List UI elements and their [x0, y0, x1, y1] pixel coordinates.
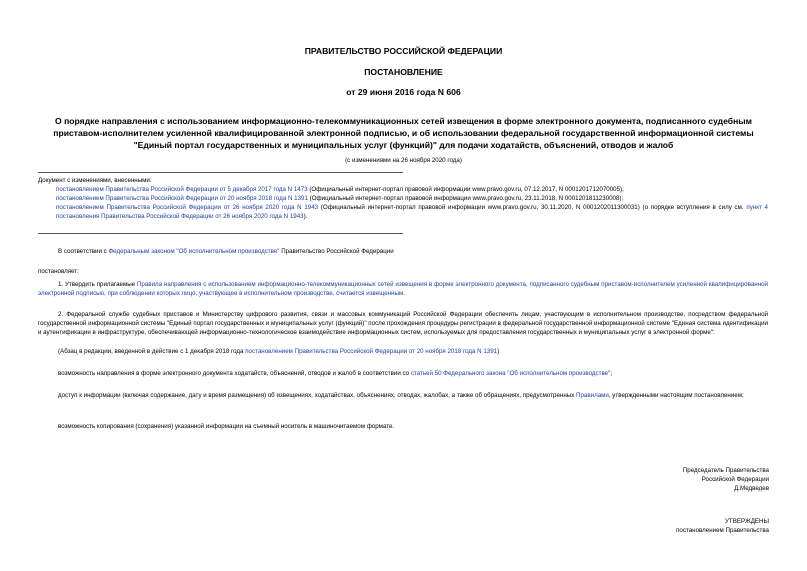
change-link-1943[interactable]: постановлением Правительства Российской Федерации от 26 ноября 2020 года N 1943: [56, 204, 319, 211]
rules-link[interactable]: Правила направления с использованием информационно-телекоммуникационных сетей извещения в форме электронного документа, подписанного судебным приставом-исполнителем усиленной квалифицированной электронной подписью, при соблюдении которых лицо, участвующее в исполнительном производстве, считается извещенным: [38, 281, 769, 297]
signature-country: Российской Федерации: [701, 476, 769, 483]
basis-prefix: В соответствии с: [58, 248, 109, 255]
doc-type: ПОСТАНОВЛЕНИЕ: [364, 67, 443, 77]
changes-block: [38, 176, 768, 221]
change-rest: (Официальный интернет-портал правовой информации www.pravo.gov.ru, 07.12.2017, N 0001201712070005);: [307, 186, 624, 193]
signature-position: Председатель Правительства: [682, 467, 769, 474]
sub-b: [38, 391, 768, 400]
note-prefix: (Абзац в редакции, введенной в действие с 1 декабря 2018 года: [58, 348, 246, 355]
article-50-link[interactable]: статьей 50 Федерального закона "Об исполнительном производстве": [410, 370, 611, 377]
changes-top-rule: [38, 172, 403, 173]
note-link-1391[interactable]: постановлением Правительства Российской Федерации от 20 ноября 2018 года N 1391: [245, 348, 498, 355]
approved-heading: УТВЕРЖДЕНЫ: [725, 518, 769, 525]
approved-block: [500, 517, 769, 535]
changes-bottom-rule: [38, 233, 403, 234]
doc-date: от 29 июня 2016 года N 606: [346, 87, 461, 97]
change-link-1473[interactable]: постановлением Правительства Российской Федерации от 5 декабря 2017 года N 1473: [56, 186, 308, 193]
change-item: [38, 185, 768, 194]
point1-suffix: .: [403, 290, 405, 297]
sub-a: [38, 369, 768, 378]
change-rest: (Официальный интернет-портал правовой информации www.pravo.gov.ru, 30.11.2020, N 0001202011300031) (о порядке вступления в силу см.: [318, 204, 747, 211]
changes-intro: Документ с изменениями, внесенными:: [38, 177, 152, 184]
sub-c: возможность копирования (сохранения) указанной информации на съемный носитель в машиночитаемом формате.: [58, 423, 395, 430]
signature-name: Д.Медведев: [734, 485, 769, 492]
change-rest-2: ).: [303, 213, 308, 220]
federal-law-link[interactable]: Федеральным законом "Об исполнительном производстве": [108, 248, 280, 255]
revision-note: (с изменениями на 26 ноября 2020 года): [345, 157, 462, 164]
sub-b-suffix: , утвержденными настоящим постановлением;: [608, 392, 744, 399]
basis-paragraph: [38, 247, 768, 256]
signature-block: [500, 466, 769, 493]
point-2-note: [38, 347, 768, 356]
change-link-1943-point4[interactable]: пункт 4 постановления Правительства Российской Федерации от 26 ноября 2020 года N 1943: [56, 204, 768, 220]
decree-word: постановляет:: [38, 268, 79, 275]
point-2: 2. Федеральной службе судебных приставов и Министерству цифрового развития, связи и массовых коммуникаций Российской Федерации обеспечить лицам, участвующим в исполнительном производстве, посредством федеральной государственной информационной системы "Единый портал государственных и муниципальных услуг (функций)" после прохождения процедуры регистрации в федеральной государственной информационной системе "Единая система идентификации и аутентификации в инфраструктуре, обеспечивающей информационно-технологическое взаимодействие информационных систем, используемых для предоставления государственных и муниципальных услуг в электронной форме":: [38, 311, 768, 336]
point-1: [38, 280, 768, 298]
sub-a-suffix: ;: [610, 370, 613, 377]
doc-title: О порядке направления с использованием информационно-телекоммуникационных сетей извещения в форме электронного документа, подписанного судебным приставом-исполнителем усиленной квалифицированной электронной подписью, и об использовании федеральной государственной информационной системы "Единый портал государственных и муниципальных услуг (функций)" для подачи ходатайств, объяснений, отводов и жалоб: [53, 116, 754, 150]
change-rest: (Официальный интернет-портал правовой информации www.pravo.gov.ru, 23.11.2018, N 0001201811230008);: [307, 195, 624, 202]
sub-b-prefix: доступ к информации (включая содержание, дату и время размещения) об извещениях, ходатайствах, объяснениях, отводах, жалобах, а также об обращениях, предусмотренных: [58, 392, 577, 399]
change-link-1391[interactable]: постановлением Правительства Российской Федерации от 20 ноября 2018 года N 1391: [56, 195, 308, 202]
change-item: [38, 203, 768, 221]
basis-suffix: Правительство Российской Федерации: [279, 248, 394, 255]
government-name: ПРАВИТЕЛЬСТВО РОССИЙСКОЙ ФЕДЕРАЦИИ: [304, 46, 503, 56]
sub-a-prefix: возможность направления в форме электронного документа ходатайств, объяснений, отводов и жалоб в соответствии со: [58, 370, 411, 377]
note-suffix: ): [497, 348, 500, 355]
approved-by: постановлением Правительства: [676, 527, 769, 534]
rules-link-2[interactable]: Правилами: [576, 392, 609, 399]
point1-prefix: 1. Утвердить прилагаемые: [58, 281, 137, 288]
change-item: [38, 194, 768, 203]
